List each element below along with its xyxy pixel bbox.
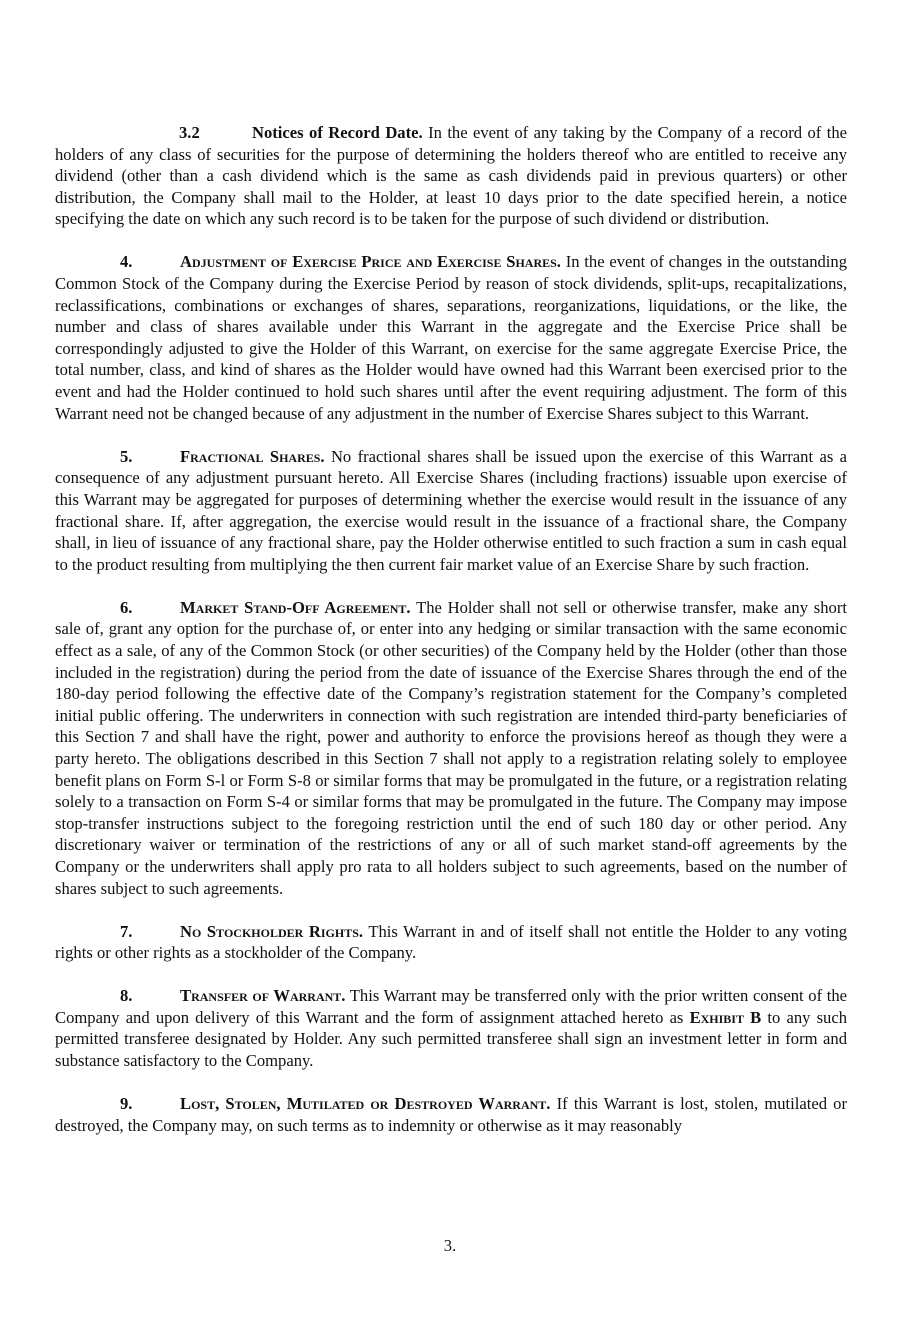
section-8 — [55, 985, 847, 1071]
section-heading: Transfer of Warrant. — [180, 986, 346, 1006]
section-body: The Holder shall not sell or otherwise transfer, make any short sale of, grant any option for the purchase of, or enter into any hedging or similar transaction with the same economic effect as a sale, of any of the Common Stock (or other securities) of the Company held by the Holder (other than those included in the registration) during the period from the date of issuance of the Exercise Shares through the end of the 180-day period following the effective date of the Company’s registration statement for the Company’s completed initial public offering. The underwriters in connection with such registration are intended third-party beneficiaries of this Section 7 and shall have the right, power and authority to enforce the provisions hereof as though they were a party hereto. The obligations described in this Section 7 shall not apply to a registration relating solely to employee benefit plans on Form S-l or Form S-8 or similar forms that may be promulgated in the future, or a registration relating solely to a transaction on Form S-4 or similar forms that may be promulgated in the future. The Company may impose stop-transfer instructions subject to the foregoing restriction until the end of such 180 day or other period. Any discretionary waiver or termination of the restrictions of any or all of such market stand-off agreements by the Company or the underwriters shall apply pro rata to all holders subject to such agreements, based on the number of shares subject to such agreements. — [55, 597, 847, 898]
section-heading: Market Stand-Off Agreement. — [180, 597, 411, 617]
exhibit-reference: Exhibit B — [689, 1007, 762, 1027]
section-number: 6. — [120, 597, 133, 617]
section-heading: Fractional Shares. — [180, 446, 325, 466]
section-number: 9. — [120, 1094, 133, 1114]
section-body: This Warrant may be transferred only with the prior written consent of the Company and upon delivery of this Warrant and the form of assignment attached hereto as — [55, 986, 847, 1027]
section-heading: Notices of Record Date. — [252, 123, 423, 142]
section-7 — [55, 921, 847, 964]
section-6 — [55, 597, 847, 899]
section-body: In the event of changes in the outstanding Common Stock of the Company during the Exercise Period by reason of stock dividends, split-ups, recapitalizations, reclassifications, combinations or exchanges of shares, separations, reorganizations, liquidations, or the like, the number and class of shares available under this Warrant in the aggregate and the Exercise Price shall be correspondingly adjusted to give the Holder of this Warrant, on exercise for the same aggregate Exercise Price, the total number, class, and kind of shares as the Holder would have owned had this Warrant been exercised prior to the event and had the Holder continued to hold such shares until after the event requiring adjustment. The form of this Warrant need not be changed because of any adjustment in the number of Exercise Shares subject to this Warrant. — [55, 252, 847, 423]
section-number: 5. — [120, 446, 133, 466]
section-3-2 — [55, 122, 847, 230]
section-number: 8. — [120, 986, 133, 1006]
section-9 — [55, 1093, 847, 1136]
section-5 — [55, 446, 847, 576]
section-body: This Warrant in and of itself shall not entitle the Holder to any voting rights or other rights as a stockholder of the Company. — [55, 921, 847, 963]
page-number: 3. — [443, 1236, 457, 1255]
section-4 — [55, 251, 847, 424]
section-body: If this Warrant is lost, stolen, mutilated or destroyed, the Company may, on such terms as to indemnity or otherwise as it may reasonably — [55, 1094, 847, 1135]
section-heading: Lost, Stolen, Mutilated or Destroyed Warrant. — [180, 1094, 551, 1114]
section-body: In the event of any taking by the Company of a record of the holders of any class of securities for the purpose of determining the holders thereof who are entitled to receive any dividend (other than a cash dividend which is the same as cash dividends paid in previous quarters) or other distribution, the Company shall mail to the Holder, at least 10 days prior to the date specified herein, a notice specifying the date on which any such record is to be taken for the purpose of such dividend or distribution. — [55, 123, 847, 229]
section-body-continued: to any such permitted transferee designated by Holder. Any such permitted transferee shall sign an investment letter in form and substance satisfactory to the Company. — [55, 1007, 847, 1071]
section-number: 3.2 — [179, 123, 200, 142]
section-number: 7. — [120, 921, 133, 941]
document-page — [55, 122, 847, 1158]
section-heading: Adjustment of Exercise Price and Exercise Shares. — [180, 252, 561, 272]
section-heading: No Stockholder Rights. — [180, 921, 364, 941]
section-number: 4. — [120, 252, 133, 272]
section-body: No fractional shares shall be issued upon the exercise of this Warrant as a consequence of any adjustment pursuant hereto. All Exercise Shares (including fractions) issuable upon exercise of this Warrant may be aggregated for purposes of determining whether the exercise would result in the issuance of any fractional share. If, after aggregation, the exercise would result in the issuance of a fractional share, the Company shall, in lieu of issuance of any fractional share, pay the Holder otherwise entitled to such fraction a sum in cash equal to the product resulting from multiplying the then current fair market value of an Exercise Share by such fraction. — [55, 446, 847, 574]
